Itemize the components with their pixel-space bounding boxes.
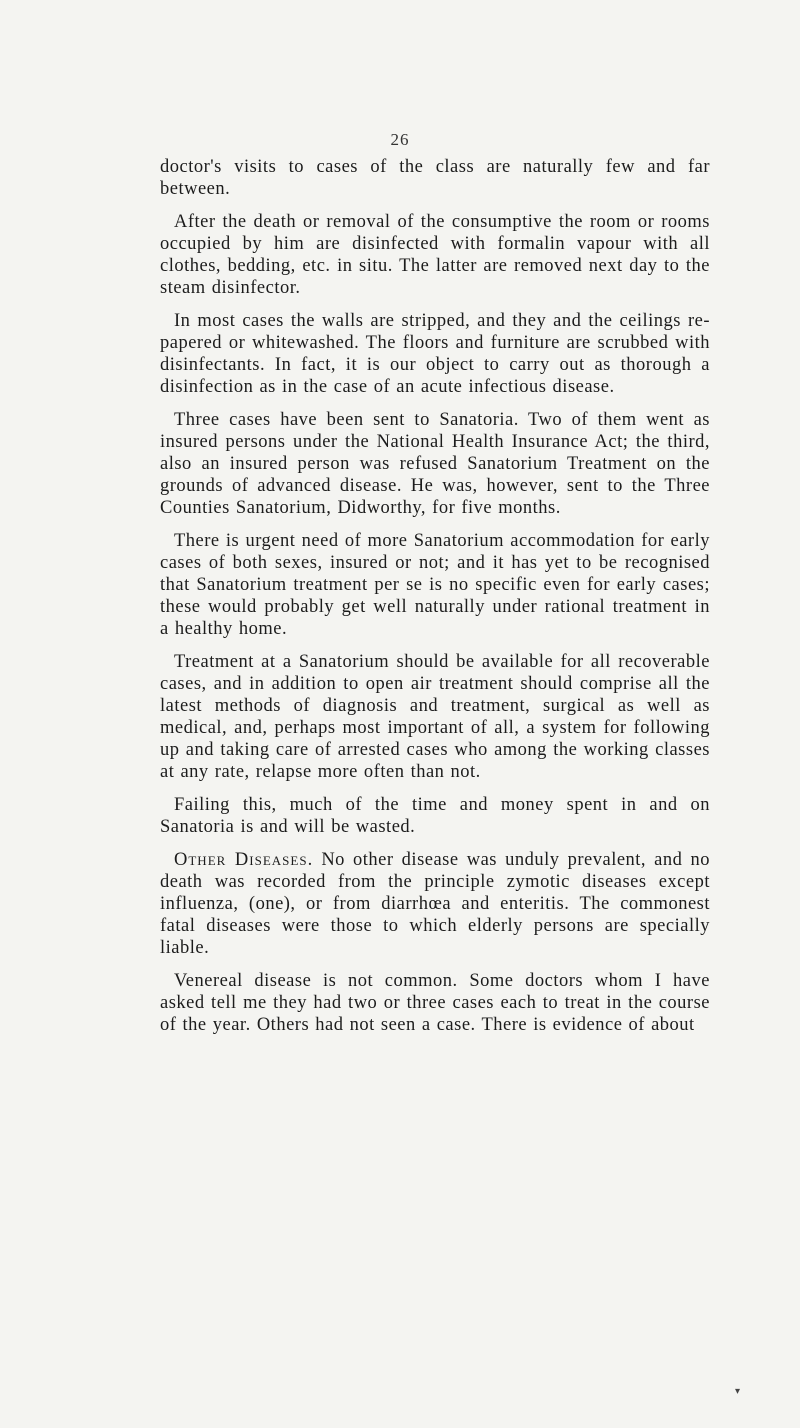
paragraph-7: Failing this, much of the time and money spent in and on Sanatoria is and will be wasted. [160,795,710,837]
page-mark: ▾ [735,1386,741,1397]
paragraph-8 [160,849,710,959]
paragraph-1: doctor's visits to cases of the class are naturally few and far between. [160,157,710,199]
paragraph-3: In most cases the walls are stripped, and they and the ceilings re-papered or whitewashed. The floors and furniture are scrubbed with disinfectants. In fact, it is our object to carry out as thorough a disinfection as in the case of an acute infectious disease. [160,311,710,397]
paragraph-4: Three cases have been sent to Sanatoria. Two of them went as insured persons under the National Health Insurance Act; the third, also an insured person was refused Sanatorium Treatment on the grounds of advanced disease. He was, however, sent to the Three Counties Sanatorium, Didworthy, for five months. [160,410,710,518]
paragraph-6: Treatment at a Sanatorium should be available for all recoverable cases, and in addition to open air treatment should comprise all the latest methods of diagnosis and treatment, surgical as well as medical, and, perhaps most important of all, a system for following up and taking care of arrested cases who among the working classes at any rate, relapse more often than not. [160,652,710,782]
body-text [160,156,710,1047]
paragraph-9: Venereal disease is not common. Some doctors whom I have asked tell me they had two or three cases each to treat in the course of the year. Others had not seen a case. There is evidence of about [160,971,710,1035]
paragraph-5: There is urgent need of more Sanatorium accommodation for early cases of both sexes, insured or not; and it has yet to be recognised that Sanatorium treatment per se is no specific even for early cases; these would probably get well naturally under rational treatment in a healthy home. [160,531,710,639]
page-number: 26 [390,130,410,149]
section-heading: Other Diseases. [174,850,314,870]
paragraph-8-text: No other disease was unduly prevalent, and no death was recorded from the principle zymotic diseases except influenza, (one), or from diarrhœa and enteritis. The commonest fatal diseases were those to which elderly persons are specially liable. [160,850,710,958]
paragraph-2: After the death or removal of the consumptive the room or rooms occupied by him are disinfected with formalin vapour with all clothes, bedding, etc. in situ. The latter are removed next day to the steam disinfector. [160,212,710,298]
